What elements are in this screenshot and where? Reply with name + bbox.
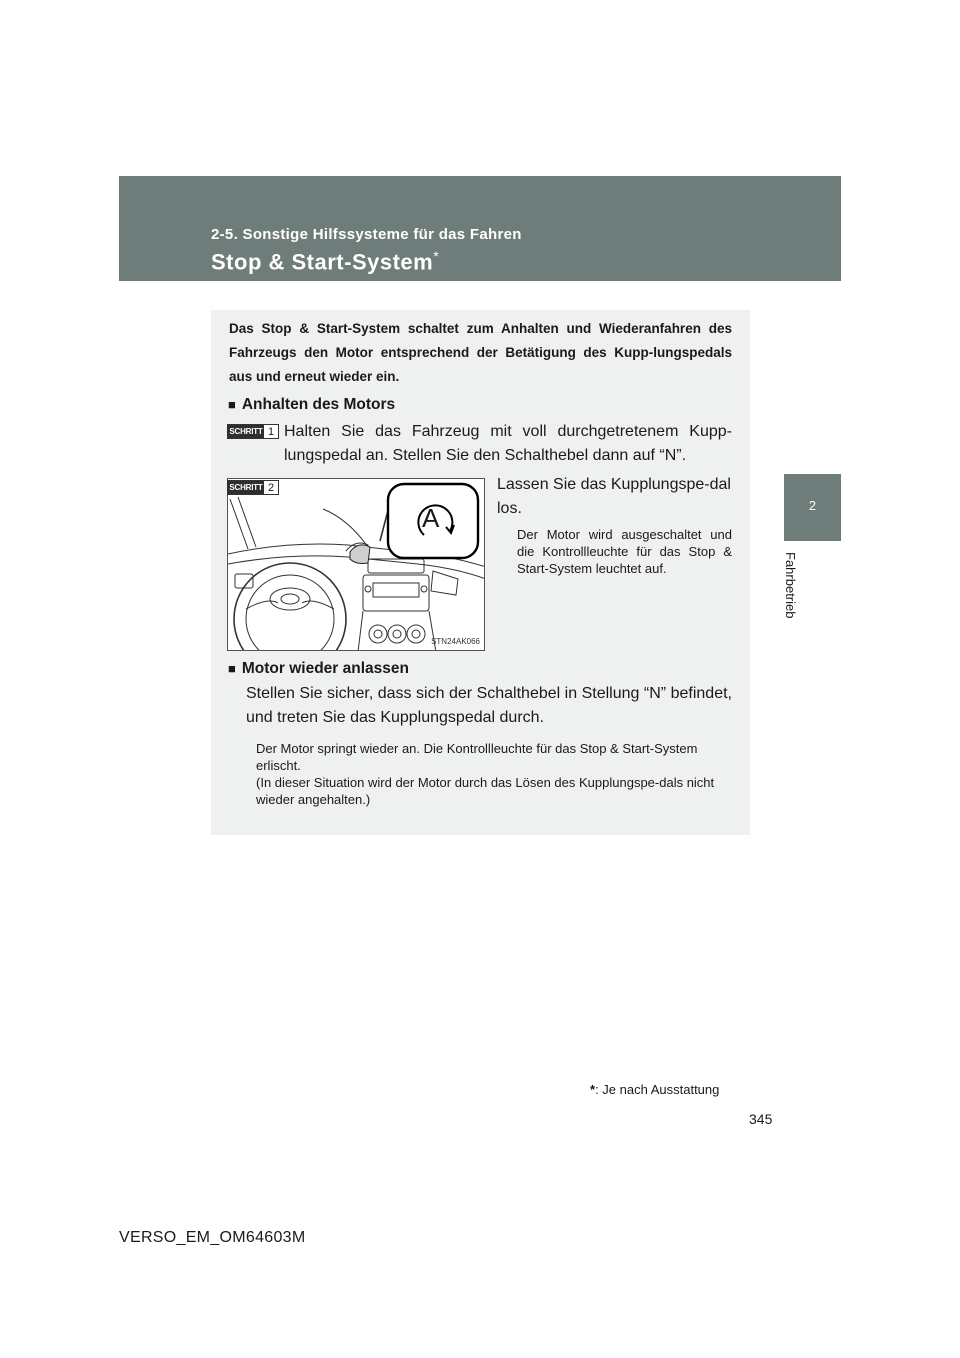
step1-badge	[227, 424, 279, 439]
document-code: VERSO_EM_OM64603M	[119, 1229, 306, 1246]
dashboard-drawing	[228, 479, 485, 651]
restart-note	[256, 740, 732, 808]
chapter-name-text: Fahrbetrieb	[783, 552, 798, 619]
image-code: STN24AK066	[431, 637, 480, 646]
step2-number: 2	[267, 481, 275, 494]
footnote-asterisk: *	[590, 1082, 596, 1097]
step2-label: SCHRITT	[229, 483, 263, 492]
restart-note-line1: Der Motor springt wieder an. Die Kontrollleuchte für das Stop & Start-System erlischt.	[256, 741, 698, 773]
step2-note: Der Motor wird ausgeschaltet und die Kontrollleuchte für das Stop & Start-System leuchtet auf.	[517, 527, 732, 576]
heading-stop-engine	[228, 396, 395, 414]
page-number: 345	[749, 1111, 773, 1127]
footnote	[590, 1082, 719, 1097]
step1-text: Halten Sie das Fahrzeug mit voll durchgetretenem Kupp-lungspedal an. Stellen Sie den Schalthebel dann auf “N”.	[284, 423, 732, 464]
heading-restart-text: Motor wieder anlassen	[241, 660, 409, 677]
section-label: 2-5. Sonstige Hilfssysteme für das Fahren	[211, 226, 522, 243]
restart-note-line2: (In dieser Situation wird der Motor durch das Lösen des Kupplungspe-dals nicht wieder angehalten.)	[256, 775, 715, 807]
footnote-text: : Je nach Ausstattung	[595, 1082, 720, 1097]
step1-number: 1	[267, 425, 275, 438]
restart-text: Stellen Sie sicher, dass sich der Schalthebel in Stellung “N” befindet, und treten Sie das Kupplungspedal durch.	[246, 685, 732, 726]
title-asterisk: *	[433, 248, 440, 264]
intro-text: Das Stop & Start-System schaltet zum Anhalten und Wiederanfahren des Fahrzeugs den Motor entsprechend der Betätigung des Kupp-lungspedals aus und erneut wieder ein.	[229, 321, 732, 384]
dashboard-illustration	[227, 478, 485, 651]
step2-badge	[227, 480, 279, 495]
page-title-text: Stop & Start-System	[211, 249, 434, 275]
step1-label: SCHRITT	[229, 427, 263, 436]
chapter-name	[781, 552, 805, 652]
callout-letter-a: A	[422, 503, 440, 533]
chapter-tab[interactable]	[784, 474, 841, 541]
content-box	[211, 310, 750, 835]
square-bullet-icon: ■	[228, 397, 236, 412]
heading-stop-text: Anhalten des Motors	[241, 396, 396, 413]
heading-restart-engine	[228, 660, 409, 678]
chapter-header	[119, 176, 841, 281]
page-title	[211, 248, 439, 275]
step2-text: Lassen Sie das Kupplungspe-dal los.	[497, 476, 731, 517]
chapter-number: 2	[808, 498, 817, 513]
square-bullet-icon: ■	[228, 661, 236, 676]
